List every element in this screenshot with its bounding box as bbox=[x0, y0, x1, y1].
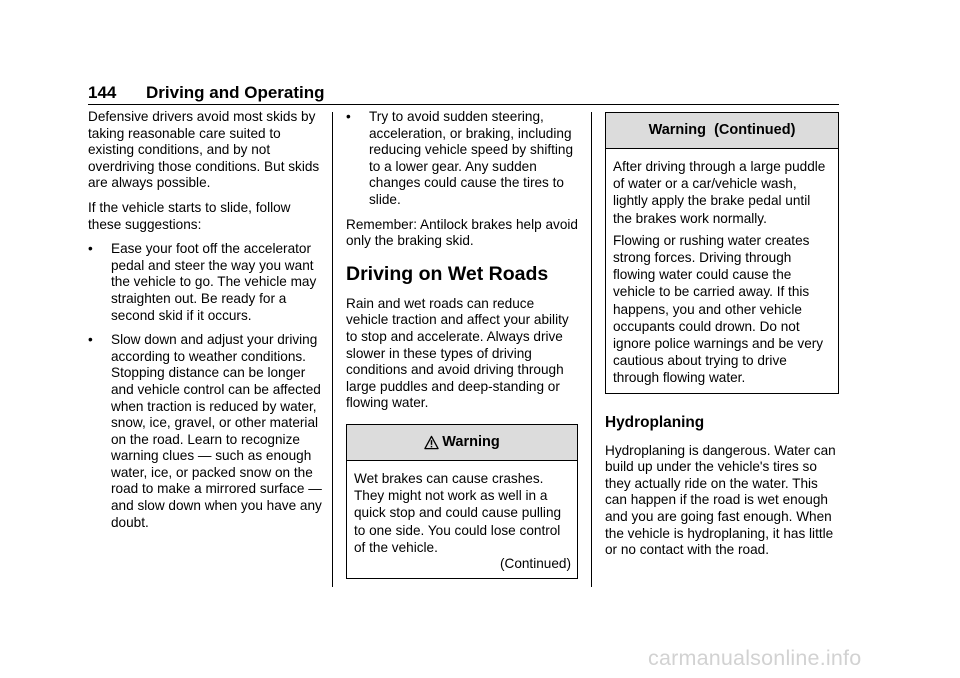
bullet-text-ease-foot: Ease your foot off the accelerator pedal and steer the way you want the vehicle to go. The vehicle may straighten out. Be ready for a second skid if it occurs. bbox=[111, 241, 317, 323]
column-1 bbox=[88, 109, 323, 539]
column-divider-2 bbox=[591, 112, 592, 587]
paragraph-hydroplaning: Hydroplaning is dangerous. Water can build up under the vehicle's tires so they actually ride on the water. This can happen if the road is wet enough and you are going fast enough. When the vehicle is hydroplaning, it has little or no contact with the road. bbox=[605, 442, 836, 558]
warning-text-puddle: After driving through a large puddle of water or a car/vehicle wash, lightly apply the brake pedal until the brakes work normally. bbox=[613, 159, 826, 226]
paragraph-remember: Remember: Antilock brakes help avoid only the braking skid. bbox=[346, 216, 578, 249]
list-item bbox=[346, 109, 578, 209]
subsection-title: Hydroplaning bbox=[605, 413, 705, 431]
column-2 bbox=[346, 109, 578, 579]
section-title: Driving on Wet Roads bbox=[346, 262, 549, 285]
bullet-text-slow-down: Slow down and adjust your driving according to weather conditions. Stopping distance can be longer and vehicle control can be affected when traction is reduced by water, snow, ice, gravel, or other material on the road. Learn to recognize warning clues — such as enough water, ice, or packed snow on the road to make a mirrored surface — and slow down when you have any doubt. bbox=[111, 332, 322, 530]
warning-body bbox=[347, 461, 577, 578]
page-header bbox=[88, 82, 325, 104]
warning-header bbox=[347, 425, 577, 461]
list-item bbox=[88, 241, 323, 324]
header-rule bbox=[88, 104, 839, 105]
warning-triangle-icon bbox=[424, 429, 439, 464]
column-3 bbox=[605, 112, 839, 567]
warning-text-flowing-water: Flowing or rushing water creates strong forces. Driving through flowing water could cause the vehicle to be carried away. If this happens, you and other vehicle occupants could drown. Do not ignore police warnings and be very cautious about trying to drive through flowing water. bbox=[613, 232, 824, 386]
paragraph-wet-roads: Rain and wet roads can reduce vehicle traction and affect your ability to stop and accelerate. Always drive slower in these types of driving conditions and avoid driving through large puddles and deep-standing or flowing water. bbox=[346, 295, 569, 411]
bullet-text-avoid-sudden: Try to avoid sudden steering, acceleration, or braking, including reducing vehicle speed by shifting to a lower gear. Any sudden changes could cause the tires to slide. bbox=[369, 109, 574, 207]
continued-label: (Continued) bbox=[499, 555, 571, 571]
bullet-marker: • bbox=[88, 241, 93, 257]
warning-title: Warning bbox=[442, 433, 500, 450]
warning-box bbox=[346, 424, 578, 579]
warning-continued-header: Warning (Continued) bbox=[606, 113, 838, 149]
warning-continued-box bbox=[605, 112, 839, 394]
paragraph-slide-intro: If the vehicle starts to slide, follow these suggestions: bbox=[88, 199, 291, 232]
warning-continued-body bbox=[606, 149, 838, 393]
column-divider-1 bbox=[332, 112, 333, 587]
paragraph-defensive-drivers: Defensive drivers avoid most skids by taking reasonable care suited to existing conditions, and by not overdriving those conditions. But skids are always possible. bbox=[88, 109, 320, 191]
watermark: carmanualsonline.info bbox=[648, 646, 862, 670]
page-number: 144 bbox=[88, 83, 117, 102]
list-item bbox=[88, 332, 323, 531]
bullet-marker: • bbox=[88, 332, 93, 348]
bullet-marker: • bbox=[346, 109, 351, 124]
chapter-title: Driving and Operating bbox=[146, 83, 325, 102]
warning-text: Wet brakes can cause crashes. They might not work as well in a quick stop and could cause pulling to one side. You could lose control of the vehicle. bbox=[354, 470, 562, 555]
